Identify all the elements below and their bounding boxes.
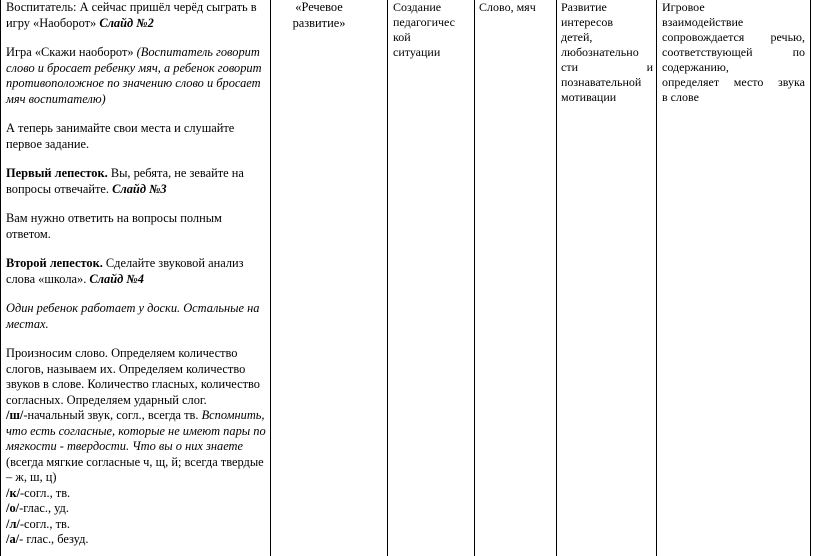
goals-line: познавательной [561, 75, 642, 89]
method-line: ситуации [393, 45, 441, 59]
sound-letter: /ш/ [6, 408, 24, 422]
materials-cell [479, 0, 554, 15]
sound-note-tail: (всегда мягкие согласные ч, щ, й; всегда твердые – ж, ш, ц) [6, 454, 264, 484]
slide-ref: Слайд №3 [112, 181, 167, 196]
table-border [556, 0, 557, 556]
educational-area-cell [276, 0, 362, 31]
goals-line: интересов [561, 15, 614, 29]
second-petal-paragraph [6, 256, 268, 287]
goals-line: детей, [561, 30, 593, 44]
goals-word: и [646, 60, 653, 74]
second-petal-text: Сделайте звуковой анализ слова «школа». [6, 256, 244, 286]
table-border [387, 0, 388, 556]
analysis-steps: Произносим слово. Определяем количество слогов, называем их. Определяем количество звуков в слове. Количество гласных, количество согласных. Определяем ударный слог. [6, 346, 260, 407]
first-petal-text: Вы, ребята, не зевайте на вопросы отвечайте. [6, 166, 244, 196]
intro-text: Воспитатель: А сейчас пришёл черёд сыграть в игру «Наоборот» [6, 0, 257, 30]
goals-line: Развитие [561, 0, 607, 14]
sound-letter: /к/ [6, 485, 21, 500]
goals-line [561, 60, 653, 75]
method-cell [393, 0, 471, 60]
table-border-left [0, 0, 1, 556]
table-border [474, 0, 475, 556]
slide-ref: Слайд №4 [89, 271, 144, 286]
method-line: Создание [393, 0, 442, 14]
outcome-line: в слове [662, 90, 699, 104]
sound-desc: -согл., тв. [20, 485, 71, 500]
sound-desc: - глас., безуд. [19, 532, 89, 546]
sound-desc: -начальный звук, согл., всегда тв. [23, 408, 199, 422]
outcome-cell [662, 0, 805, 105]
sound-o [6, 501, 268, 517]
goals-line: мотивации [561, 90, 617, 104]
game-title: Игра «Скажи наоборот» [6, 45, 137, 59]
goals-cell [561, 0, 653, 105]
sound-note: Вспомнить, что есть согласные, которые не имеют пары по мягкости - твердости. Что вы о них знаете [6, 408, 266, 453]
outcome-word: соответствующей [662, 45, 753, 59]
outcome-line [662, 45, 805, 60]
second-petal-label: Второй лепесток. [6, 256, 103, 270]
outcome-word: место [733, 75, 764, 89]
outcome-line [662, 75, 805, 90]
goals-line: любознательно [561, 45, 639, 59]
task-intro: А теперь занимайте свои места и слушайте первое задание. [6, 121, 235, 151]
sound-l [6, 517, 268, 533]
activity-cell [6, 0, 268, 548]
first-petal-label: Первый лепесток. [6, 166, 108, 180]
intro-paragraph [6, 0, 268, 31]
method-line: педагогичес [393, 15, 455, 29]
sound-desc: -глас., уд. [19, 501, 69, 515]
sound-sh [6, 408, 268, 486]
outcome-line: взаимодействие [662, 15, 744, 29]
method-line: кой [393, 30, 411, 44]
educational-area-text: «Речевое развитие» [292, 0, 346, 30]
sound-letter: /о/ [6, 501, 20, 515]
sound-desc: -согл., тв. [19, 516, 70, 531]
outcome-word: определяет [662, 75, 720, 89]
outcome-line: Игровое [662, 0, 705, 14]
table-border [270, 0, 271, 556]
outcome-line [662, 30, 805, 45]
game-description: (Воспитатель говорит слово и бросает ребенку мяч, а ребенок говорит противоположное по значению слово и бросает мяч воспитателю) [6, 45, 262, 106]
first-petal-paragraph [6, 166, 268, 197]
sound-letter: /а/ [6, 532, 20, 546]
outcome-line: содержанию, [662, 60, 729, 74]
sound-letter: /л/ [6, 516, 20, 531]
sound-k [6, 486, 268, 502]
outcome-word: сопровождается [662, 30, 745, 44]
sound-a [6, 532, 268, 548]
table-border [656, 0, 657, 556]
goals-word: сти [561, 60, 578, 74]
slide-ref: Слайд №2 [99, 15, 154, 30]
board-note: Один ребенок работает у доски. Остальные на местах. [6, 301, 260, 331]
materials-text: Слово, мяч [479, 0, 536, 14]
table-border-right [810, 0, 811, 556]
game-paragraph [6, 45, 268, 107]
outcome-word: речью, [770, 30, 805, 44]
outcome-word: по [792, 45, 805, 59]
answer-instruction: Вам нужно ответить на вопросы полным ответом. [6, 211, 222, 241]
outcome-word: звука [778, 75, 805, 89]
